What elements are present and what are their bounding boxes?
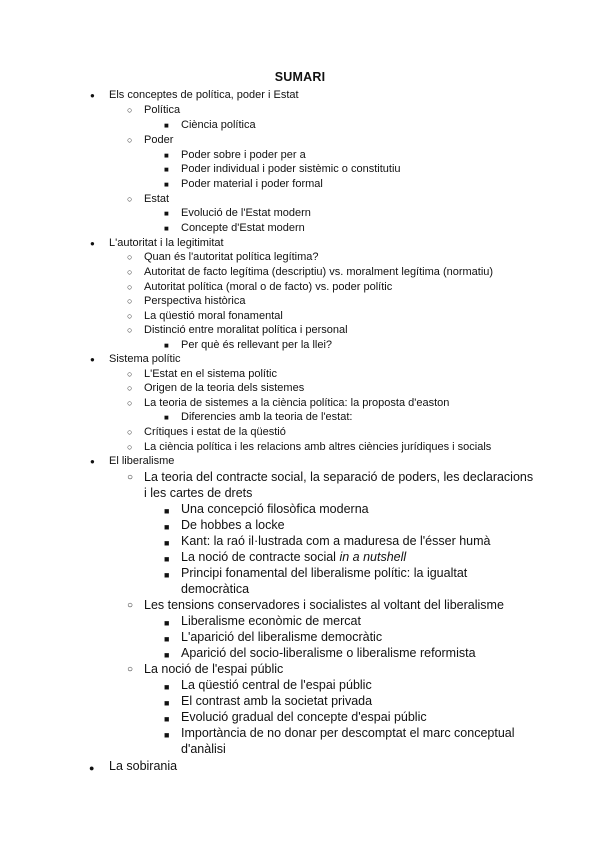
list-item: ■ Diferencies amb la teoria de l'estat: [181, 410, 352, 424]
list-item: ■ Ciència política [181, 118, 256, 132]
list-item: ■ La qüestió central de l'espai públic [181, 677, 372, 693]
list-item-italic-text: in a nutshell [339, 550, 407, 564]
list-item: ○ Política [144, 103, 180, 117]
list-item: ○ Crítiques i estat de la qüestió [144, 425, 286, 439]
list-item [181, 549, 406, 565]
list-item: ● La sobirania [109, 758, 177, 774]
list-item: ○ L'Estat en el sistema polític [144, 367, 277, 381]
list-item: ○ Poder [144, 133, 173, 147]
list-item: ■ Poder sobre i poder per a [181, 148, 306, 162]
list-item: ■ Per què és rellevant per la llei? [181, 338, 332, 352]
list-item: ● Sistema polític [109, 352, 181, 366]
list-item: ○ La noció de l'espai públic [144, 661, 283, 677]
list-item: ■ Concepte d'Estat modern [181, 221, 305, 235]
list-item: ● L'autoritat i la legitimitat [109, 236, 224, 250]
list-item: ■ Una concepció filosòfica moderna [181, 501, 369, 517]
list-item-continuation: d'anàlisi [181, 742, 226, 756]
list-item: ■ Aparició del socio-liberalisme o liberalisme reformista [181, 645, 476, 661]
list-item: ○ Autoritat de facto legítima (descriptiu) vs. moralment legítima (normatiu) [144, 265, 493, 279]
list-item: ○ Autoritat política (moral o de facto) vs. poder polític [144, 280, 392, 294]
list-item: ○ Quan és l'autoritat política legítima? [144, 250, 319, 264]
list-item: ■ Principi fonamental del liberalisme polític: la igualtat [181, 565, 467, 581]
list-item: ■ Importància de no donar per descomptat el marc conceptual [181, 725, 515, 741]
list-item: ○ La qüestió moral fonamental [144, 309, 283, 323]
list-item: ■ Poder individual i poder sistèmic o constitutiu [181, 162, 401, 176]
list-item: ○ La teoria de sistemes a la ciència política: la proposta d'easton [144, 396, 449, 410]
list-item: ■ Evolució gradual del concepte d'espai públic [181, 709, 427, 725]
list-item: ■ L'aparició del liberalisme democràtic [181, 629, 382, 645]
list-item: ○ Estat [144, 192, 169, 206]
list-item: ● El liberalisme [109, 454, 174, 468]
list-item: ■ Kant: la raó il·lustrada com a maduresa de l'ésser humà [181, 533, 490, 549]
list-item: ■ De hobbes a locke [181, 517, 285, 533]
page-title: SUMARI [274, 70, 326, 84]
list-item: ○ La teoria del contracte social, la separació de poders, les declaracions [144, 469, 533, 485]
list-item: ○ Perspectiva històrica [144, 294, 246, 308]
list-item: ■ El contrast amb la societat privada [181, 693, 372, 709]
list-item-continuation: democràtica [181, 582, 250, 596]
list-item: ● Els conceptes de política, poder i Estat [109, 88, 299, 102]
list-item: ■ Poder material i poder formal [181, 177, 323, 191]
list-item-text: La noció de contracte social [181, 550, 340, 564]
list-item: ■ Evolució de l'Estat modern [181, 206, 311, 220]
list-item: ■ Liberalisme econòmic de mercat [181, 613, 361, 629]
list-item: ○ La ciència política i les relacions amb altres ciències jurídiques i socials [144, 440, 491, 454]
list-item-continuation: i les cartes de drets [144, 486, 253, 500]
list-item: ○ Distinció entre moralitat política i personal [144, 323, 348, 337]
list-item: ○ Origen de la teoria dels sistemes [144, 381, 304, 395]
list-item: ○ Les tensions conservadores i socialistes al voltant del liberalisme [144, 597, 504, 613]
